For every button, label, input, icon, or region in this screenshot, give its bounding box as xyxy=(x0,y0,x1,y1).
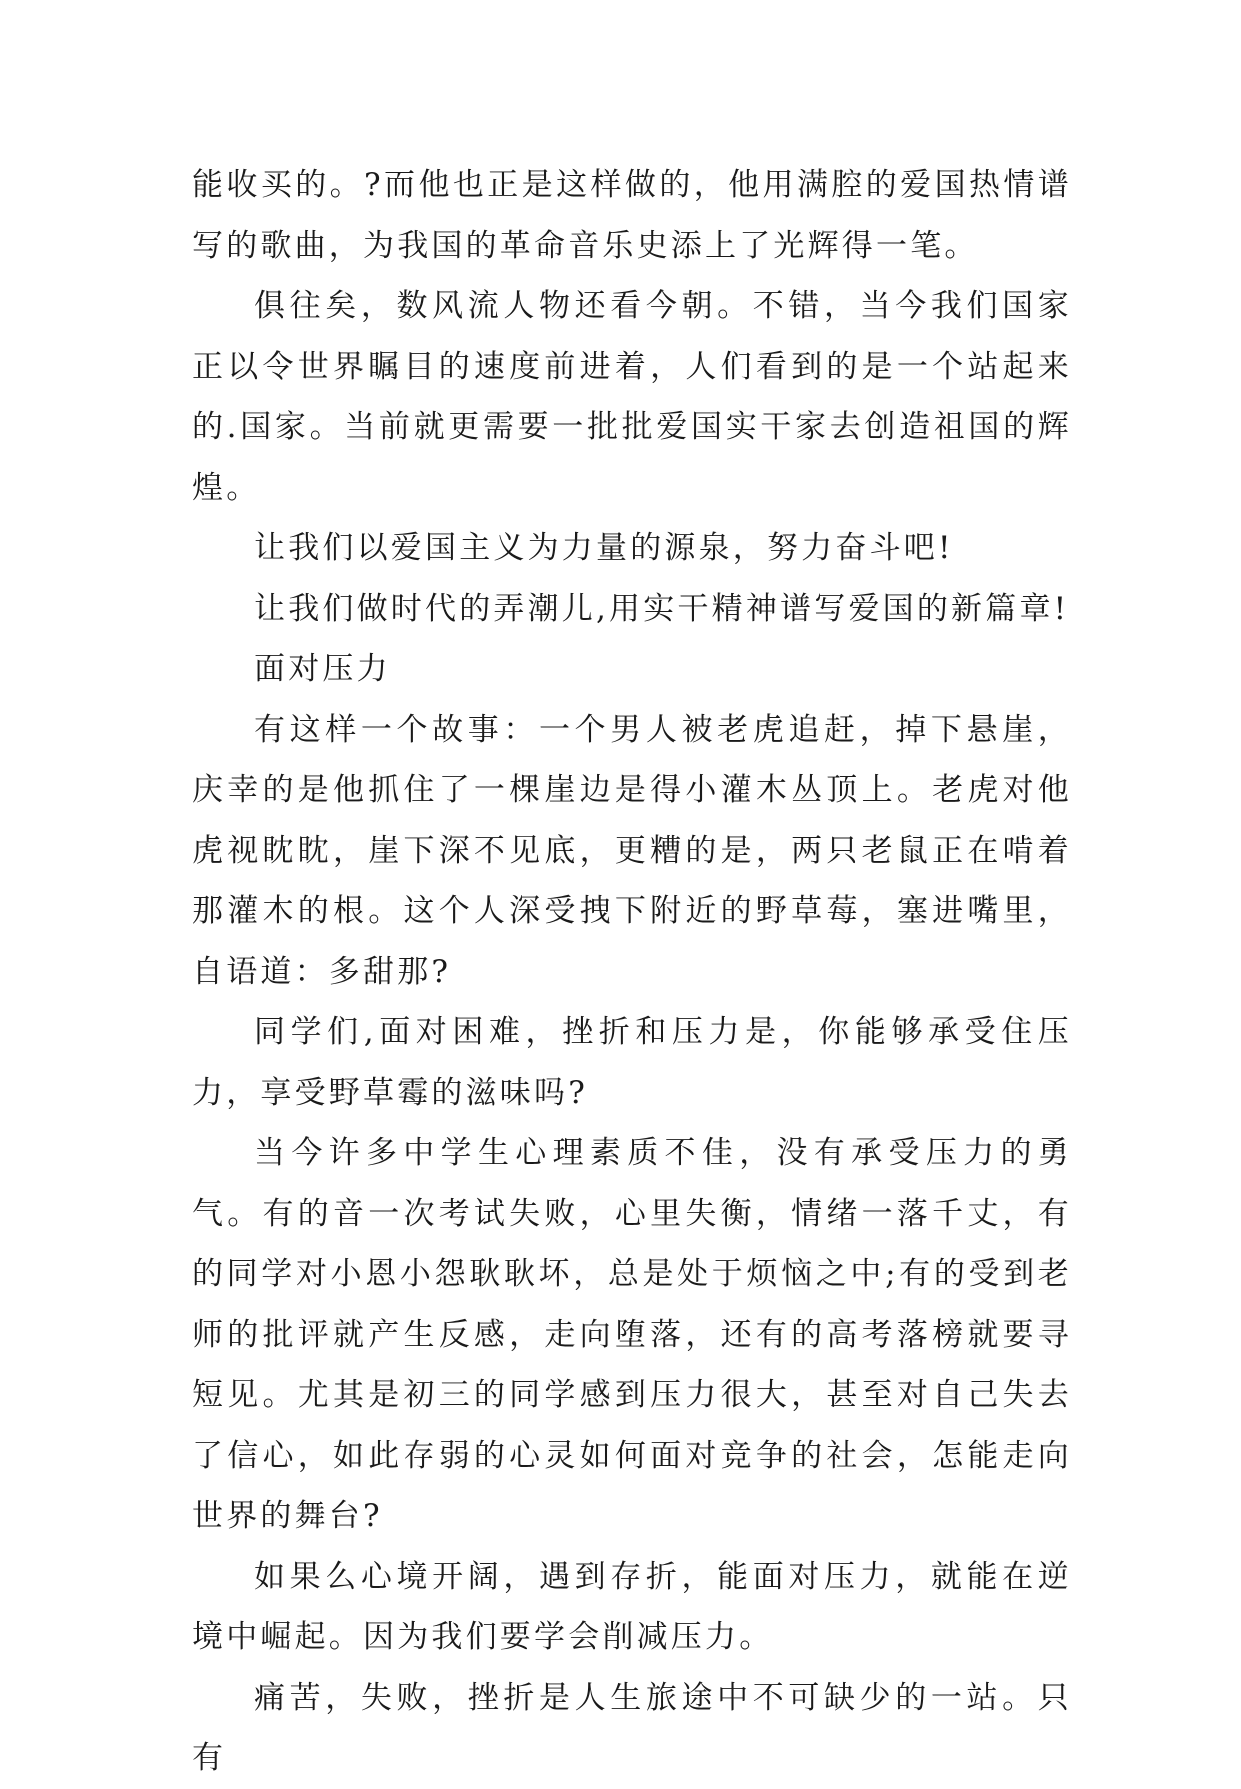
section-heading: 面对压力 xyxy=(254,651,391,687)
paragraph: 痛苦，失败，挫折是人生旅途中不可缺少的一站。只有 xyxy=(192,1679,1072,1776)
paragraph: 如果么心境开阔，遇到存折，能面对压力，就能在逆境中崛起。因为我们要学会削减压力。 xyxy=(192,1558,1072,1655)
paragraph: 有这样一个故事：一个男人被老虎追赶，掉下悬崖，庆幸的是他抓住了一棵崖边是得小灌木丛顶上。老虎对他虎视眈眈，崖下深不见底，更糟的是，两只老鼠正在啃着那灌木的根。这个人深受拽下附近的野草莓，塞进嘴里，自语道：多甜那? xyxy=(192,711,1072,990)
paragraph: 让我们做时代的弄潮儿,用实干精神谱写爱国的新篇章! xyxy=(254,590,1070,627)
paragraph: 俱往矣，数风流人物还看今朝。不错，当今我们国家正以令世界瞩目的速度前进着，人们看到的是一个站起来的.国家。当前就更需要一批批爱国实干家去创造祖国的辉煌。 xyxy=(192,288,1072,506)
document-body xyxy=(192,155,1072,1789)
paragraph: 能收买的。?而他也正是这样做的，他用满腔的爱国热情谱写的歌曲，为我国的革命音乐史添上了光辉得一笔。 xyxy=(192,167,1072,264)
paragraph: 让我们以爱国主义为力量的源泉，努力奋斗吧! xyxy=(254,530,954,566)
paragraph: 同学们,面对困难，挫折和压力是，你能够承受住压力，享受野草霉的滋味吗? xyxy=(192,1014,1072,1111)
paragraph: 当今许多中学生心理素质不佳，没有承受压力的勇气。有的音一次考试失败，心里失衡，情绪一落千丈，有的同学对小恩小怨耿耿坏，总是处于烦恼之中;有的受到老师的批评就产生反感，走向堕落，还有的高考落榜就要寻短见。尤其是初三的同学感到压力很大，甚至对自己失去了信心，如此存弱的心灵如何面对竞争的社会，怎能走向世界的舞台? xyxy=(192,1135,1072,1534)
